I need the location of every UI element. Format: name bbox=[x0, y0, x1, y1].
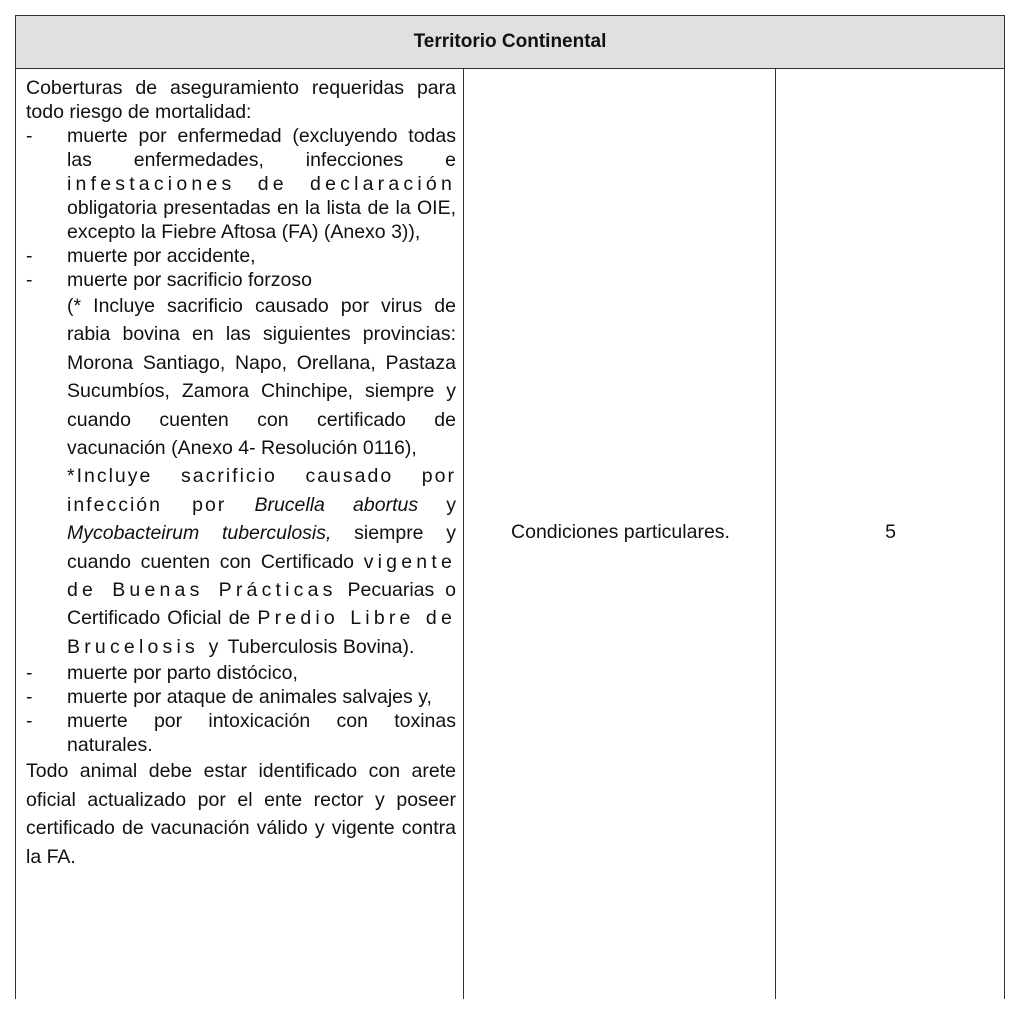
note-text: y bbox=[446, 493, 456, 516]
item-text: muerte por intoxicación con toxinas naturales. bbox=[67, 710, 456, 757]
item-text: muerte por accidente, bbox=[67, 245, 256, 267]
note-brucella bbox=[26, 462, 456, 661]
list-item bbox=[26, 709, 456, 757]
conditions-cell: Condiciones particulares. bbox=[511, 521, 730, 543]
list-dash: - bbox=[26, 662, 33, 685]
list-dash: - bbox=[26, 710, 33, 733]
note-text: Tuberculosis Bovina). bbox=[227, 635, 415, 658]
item-text: infestaciones de declaración bbox=[67, 173, 456, 195]
list-dash: - bbox=[26, 269, 33, 291]
column-divider bbox=[463, 68, 464, 999]
item-text: obligatoria presentadas en la lista de la OIE, excepto la Fiebre Aftosa (FA) (Anexo 3)), bbox=[67, 197, 456, 243]
note-text: Pecuarias o Certificado Oficial de bbox=[67, 579, 456, 630]
coverage-table bbox=[15, 15, 1005, 999]
list-item bbox=[26, 685, 456, 709]
species-name: Brucella abortus bbox=[254, 493, 419, 516]
note-text: siempre y cuando cuenten con Certificado bbox=[67, 522, 457, 573]
item-text: muerte por parto distócico, bbox=[67, 662, 298, 685]
note-text: *Incluye sacrificio causado por infección por bbox=[67, 465, 456, 516]
note-text: vigente de Buenas Prácticas bbox=[67, 550, 456, 602]
item-text: muerte por ataque de animales salvajes y, bbox=[67, 686, 432, 709]
item-text: muerte por sacrificio forzoso bbox=[67, 269, 312, 291]
note-rabies: (* Incluye sacrificio causado por virus de rabia bovina en las siguientes provincias: Morona Santiago, Napo, Orellana, Pastaza Sucumbíos, Zamora Chinchipe, siempre y cuando cuenten con certificado de vacunación (Anexo 4- Resolución 0116), bbox=[67, 295, 456, 460]
table-header: Territorio Continental bbox=[16, 16, 1004, 69]
value-cell: 5 bbox=[885, 521, 896, 543]
list-dash: - bbox=[26, 686, 33, 709]
coverage-cell bbox=[26, 76, 456, 871]
list-dash: - bbox=[26, 125, 33, 147]
list-item bbox=[26, 244, 456, 268]
coverage-closing: Todo animal debe estar identificado con arete oficial actualizado por el ente rector y poseer certificado de vacunación válido y vigente contra la FA. bbox=[26, 760, 456, 868]
list-item bbox=[26, 124, 456, 244]
list-item bbox=[26, 661, 456, 685]
list-dash: - bbox=[26, 245, 33, 267]
coverage-intro: Coberturas de aseguramiento requeridas para todo riesgo de mortalidad: bbox=[26, 77, 456, 123]
list-item bbox=[26, 268, 456, 292]
species-name: Mycobacteirum tuberculosis, bbox=[67, 522, 332, 545]
note-text: Predio Libre de Brucelosis y bbox=[67, 607, 456, 658]
item-text: muerte por enfermedad (excluyendo todas las enfermedades, infecciones e bbox=[67, 125, 456, 171]
